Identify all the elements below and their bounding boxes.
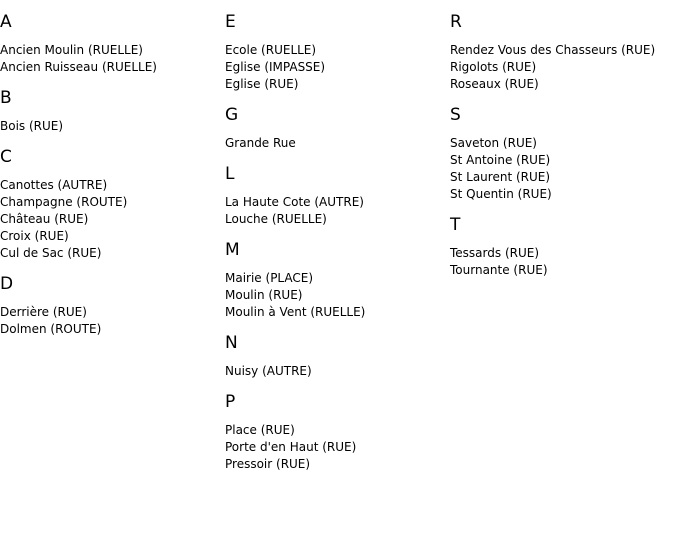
street-list	[0, 177, 224, 262]
street-item	[225, 456, 449, 473]
street-link[interactable]: St Quentin (RUE)	[450, 187, 552, 201]
letter-heading: L	[225, 164, 235, 184]
letter-group	[450, 215, 675, 279]
street-list	[450, 42, 675, 93]
street-link[interactable]: Rendez Vous des Chasseurs (RUE)	[450, 43, 656, 57]
street-item	[0, 211, 224, 228]
street-list	[225, 363, 449, 380]
letter-heading: N	[225, 333, 238, 353]
letter-heading: G	[225, 105, 239, 125]
street-item	[0, 245, 224, 262]
letter-heading: M	[225, 240, 240, 260]
letter-group	[0, 274, 224, 338]
letter-heading: S	[450, 105, 461, 125]
street-item	[0, 177, 224, 194]
street-item	[225, 270, 449, 287]
street-column-2	[225, 0, 449, 473]
street-item	[0, 321, 224, 338]
street-column-3	[450, 0, 675, 279]
street-link[interactable]: Château (RUE)	[0, 212, 89, 226]
letter-heading: A	[0, 12, 12, 32]
street-link[interactable]: Place (RUE)	[225, 423, 295, 437]
street-list	[0, 304, 224, 338]
street-item	[450, 135, 675, 152]
street-link[interactable]: Saveton (RUE)	[450, 136, 537, 150]
street-item	[225, 211, 449, 228]
street-item	[225, 304, 449, 321]
street-item	[0, 228, 224, 245]
street-link[interactable]: Tournante (RUE)	[450, 263, 548, 277]
street-item	[450, 262, 675, 279]
letter-group	[450, 105, 675, 203]
street-link[interactable]: Derrière (RUE)	[0, 305, 87, 319]
street-item	[225, 59, 449, 76]
street-list	[0, 118, 224, 135]
letter-group	[225, 240, 449, 321]
street-link[interactable]: Tessards (RUE)	[450, 246, 540, 260]
street-list	[450, 245, 675, 279]
street-link[interactable]: Pressoir (RUE)	[225, 457, 311, 471]
street-link[interactable]: Eglise (IMPASSE)	[225, 60, 326, 74]
street-link[interactable]: Dolmen (ROUTE)	[0, 322, 102, 336]
street-link[interactable]: Rigolots (RUE)	[450, 60, 537, 74]
street-link[interactable]: Croix (RUE)	[0, 229, 69, 243]
letter-heading: B	[0, 88, 12, 108]
letter-heading: D	[0, 274, 14, 294]
letter-group	[225, 392, 449, 473]
street-link[interactable]: Ecole (RUELLE)	[225, 43, 317, 57]
street-item	[225, 287, 449, 304]
letter-group	[0, 147, 224, 262]
street-link[interactable]: La Haute Cote (AUTRE)	[225, 195, 364, 209]
street-link[interactable]: Mairie (PLACE)	[225, 271, 314, 285]
street-link[interactable]: St Antoine (RUE)	[450, 153, 551, 167]
street-item	[450, 76, 675, 93]
street-item	[0, 194, 224, 211]
street-link[interactable]: Ancien Moulin (RUELLE)	[0, 43, 143, 57]
letter-heading: R	[450, 12, 462, 32]
street-link[interactable]: Cul de Sac (RUE)	[0, 246, 102, 260]
street-link[interactable]: Canottes (AUTRE)	[0, 178, 108, 192]
letter-group	[0, 12, 224, 76]
street-list	[225, 135, 449, 152]
street-item	[450, 152, 675, 169]
street-link[interactable]: Grande Rue	[225, 136, 296, 150]
street-link[interactable]: Porte d'en Haut (RUE)	[225, 440, 357, 454]
street-item	[225, 363, 449, 380]
street-item	[225, 42, 449, 59]
street-list	[225, 422, 449, 473]
street-link[interactable]: Moulin (RUE)	[225, 288, 303, 302]
street-item	[225, 76, 449, 93]
letter-group	[225, 164, 449, 228]
street-list	[225, 270, 449, 321]
letter-heading: C	[0, 147, 12, 167]
street-list	[225, 194, 449, 228]
letter-heading: P	[225, 392, 236, 412]
street-link[interactable]: Nuisy (AUTRE)	[225, 364, 312, 378]
letter-heading: E	[225, 12, 236, 32]
street-link[interactable]: Moulin à Vent (RUELLE)	[225, 305, 366, 319]
street-item	[225, 194, 449, 211]
street-list	[0, 42, 224, 76]
street-item	[0, 118, 224, 135]
street-item	[225, 439, 449, 456]
street-item	[450, 245, 675, 262]
street-item	[0, 42, 224, 59]
letter-group	[0, 88, 224, 135]
street-item	[450, 59, 675, 76]
street-item	[225, 135, 449, 152]
street-link[interactable]: Bois (RUE)	[0, 119, 64, 133]
street-link[interactable]: Champagne (ROUTE)	[0, 195, 128, 209]
letter-group	[225, 333, 449, 380]
letter-heading: T	[450, 215, 461, 235]
street-item	[0, 304, 224, 321]
street-item	[450, 169, 675, 186]
street-list	[225, 42, 449, 93]
letter-group	[225, 12, 449, 93]
letter-group	[450, 12, 675, 93]
street-item	[450, 186, 675, 203]
street-item	[450, 42, 675, 59]
street-item	[225, 422, 449, 439]
street-list	[450, 135, 675, 203]
street-link[interactable]: Louche (RUELLE)	[225, 212, 327, 226]
street-link[interactable]: Eglise (RUE)	[225, 77, 299, 91]
street-item	[0, 59, 224, 76]
street-link[interactable]: St Laurent (RUE)	[450, 170, 551, 184]
street-column-1	[0, 0, 224, 338]
letter-group	[225, 105, 449, 152]
street-link[interactable]: Roseaux (RUE)	[450, 77, 539, 91]
street-link[interactable]: Ancien Ruisseau (RUELLE)	[0, 60, 157, 74]
